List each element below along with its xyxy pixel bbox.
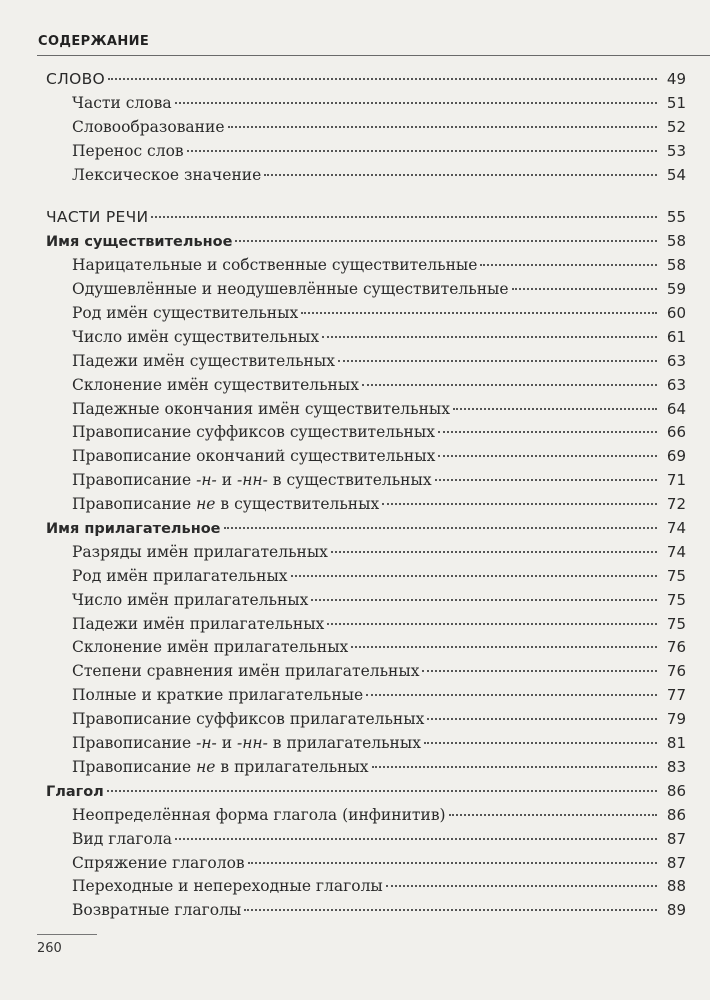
text-fragment: Правописание — [72, 471, 197, 490]
dot-leader — [512, 288, 657, 290]
toc-entry — [46, 94, 686, 118]
toc-entry — [46, 423, 686, 447]
toc-entry — [46, 471, 686, 495]
toc-entry-page: 49 — [666, 70, 686, 88]
dot-leader — [224, 527, 657, 529]
dot-leader — [108, 78, 657, 80]
toc-entry-page: 75 — [666, 566, 686, 585]
dot-leader — [322, 336, 657, 338]
toc-entry — [46, 280, 686, 304]
toc-entry-title: Правописание окончаний существительных — [72, 447, 436, 466]
toc-entry-page: 87 — [666, 853, 686, 872]
toc-entry — [46, 256, 686, 280]
toc-entry-title: Глагол — [46, 783, 104, 800]
dot-leader — [291, 575, 657, 577]
text-fragment: в существительных — [215, 495, 380, 514]
dot-leader — [248, 862, 657, 864]
toc-entry-page: 79 — [666, 710, 686, 729]
dot-leader — [449, 814, 657, 816]
toc-entry — [46, 376, 686, 400]
toc-entry-title: Падежи имён существительных — [72, 351, 335, 370]
toc-entry-page: 63 — [666, 375, 686, 394]
toc-entry-title: Род имён существительных — [72, 304, 299, 323]
toc-entry-page: 69 — [666, 447, 686, 466]
toc-entry-page: 76 — [666, 638, 686, 657]
toc-entry — [46, 901, 686, 925]
text-fragment: в прилагательных — [215, 757, 369, 776]
toc-entry — [46, 734, 686, 758]
dot-leader — [480, 264, 657, 266]
toc-entry-page: 60 — [666, 304, 686, 323]
dot-leader — [107, 790, 657, 792]
toc-entry — [46, 877, 686, 901]
toc-entry-title: Словообразование — [72, 117, 225, 136]
dot-leader — [338, 360, 657, 362]
toc-entry-title: Род имён прилагательных — [72, 566, 288, 585]
toc-entry-title: Возвратные глаголы — [72, 901, 242, 920]
dot-leader — [327, 623, 657, 625]
toc-entry-title — [72, 495, 379, 513]
toc-entry-page: 51 — [666, 93, 686, 112]
toc-entry-title: Имя прилагательное — [46, 521, 221, 538]
dot-leader — [151, 216, 657, 218]
toc-entry-title: Падежные окончания имён существительных — [72, 399, 450, 418]
dot-leader — [438, 455, 657, 457]
text-fragment: Правописание — [72, 757, 197, 776]
toc-entry-title: Переходные и непереходные глаголы — [72, 877, 383, 896]
toc-entry-page: 88 — [666, 877, 686, 896]
dot-leader — [366, 694, 657, 696]
table-of-contents — [46, 70, 686, 925]
toc-entry-title: Склонение имён существительных — [72, 375, 359, 394]
toc-entry — [46, 70, 686, 94]
toc-entry-page: 63 — [666, 351, 686, 370]
toc-entry — [46, 686, 686, 710]
toc-entry-page: 81 — [666, 734, 686, 753]
dot-leader — [264, 174, 657, 176]
text-fragment: и — [216, 734, 237, 753]
toc-entry-title: Число имён существительных — [72, 327, 320, 346]
toc-entry-page: 74 — [666, 542, 686, 561]
dot-leader — [422, 670, 657, 672]
toc-entry-title: ЧАСТИ РЕЧИ — [46, 208, 149, 227]
toc-entry-title: СЛОВО — [46, 70, 106, 88]
header-rule — [37, 55, 710, 56]
toc-entry — [46, 328, 686, 352]
dot-leader — [362, 384, 657, 386]
toc-entry-title: Нарицательные и собственные существительные — [72, 256, 478, 275]
toc-entry-title — [72, 471, 432, 489]
toc-entry — [46, 782, 686, 806]
toc-entry-page: 77 — [666, 686, 686, 705]
toc-entry-page: 55 — [666, 208, 686, 227]
toc-entry-page: 76 — [666, 662, 686, 681]
toc-entry — [46, 710, 686, 734]
toc-entry-page: 61 — [666, 327, 686, 346]
toc-entry — [46, 638, 686, 662]
toc-entry — [46, 830, 686, 854]
toc-entry-title — [72, 758, 369, 776]
toc-entry-page: 59 — [666, 280, 686, 299]
dot-leader — [372, 766, 657, 768]
dot-leader — [427, 718, 657, 720]
toc-entry-page: 86 — [666, 805, 686, 824]
toc-entry — [46, 591, 686, 615]
toc-entry-title: Имя существительное — [46, 234, 233, 251]
toc-entry-title: Правописание суффиксов существительных — [72, 423, 435, 442]
running-head: СОДЕРЖАНИЕ — [38, 34, 150, 49]
toc-entry-title: Части слова — [72, 93, 172, 112]
dot-leader — [382, 503, 657, 505]
toc-entry — [46, 208, 686, 232]
toc-entry — [46, 118, 686, 142]
toc-entry-page: 53 — [666, 141, 686, 160]
toc-entry-page: 75 — [666, 590, 686, 609]
text-fragment: Правописание — [72, 495, 197, 514]
toc-entry-title: Склонение имён прилагательных — [72, 638, 349, 657]
dot-leader — [244, 909, 657, 911]
toc-entry — [46, 854, 686, 878]
italic-fragment: -нн- — [236, 471, 268, 490]
toc-entry-page: 89 — [666, 901, 686, 920]
toc-entry-title: Лексическое значение — [72, 165, 262, 184]
dot-leader — [175, 838, 657, 840]
dot-leader — [311, 599, 657, 601]
toc-entry-title: Спряжение глаголов — [72, 853, 245, 872]
toc-entry-page: 66 — [666, 423, 686, 442]
toc-entry — [46, 400, 686, 424]
toc-entry-page: 83 — [666, 757, 686, 776]
toc-entry — [46, 495, 686, 519]
toc-entry — [46, 567, 686, 591]
toc-entry-title: Перенос слов — [72, 141, 184, 160]
text-fragment: в существительных — [267, 471, 432, 490]
toc-entry — [46, 806, 686, 830]
toc-entry — [46, 662, 686, 686]
toc-entry-title: Неопределённая форма глагола (инфинитив) — [72, 805, 446, 824]
toc-entry — [46, 166, 686, 190]
italic-fragment: -нн- — [236, 734, 268, 753]
toc-entry-page: 54 — [666, 165, 686, 184]
toc-entry-page: 64 — [666, 399, 686, 418]
dot-leader — [187, 150, 657, 152]
toc-entry — [46, 543, 686, 567]
toc-entry-title: Разряды имён прилагательных — [72, 542, 328, 561]
toc-entry — [46, 519, 686, 543]
toc-entry — [46, 352, 686, 376]
toc-entry-page: 86 — [666, 781, 686, 800]
toc-entry — [46, 232, 686, 256]
dot-leader — [386, 885, 657, 887]
toc-entry-page: 75 — [666, 614, 686, 633]
text-fragment: и — [216, 471, 237, 490]
text-fragment: Правописание — [72, 734, 197, 753]
italic-fragment: -н- — [196, 471, 217, 490]
toc-entry-title: Одушевлённые и неодушевлённые существительные — [72, 280, 509, 299]
footer-rule — [37, 934, 97, 935]
toc-entry-title: Падежи имён прилагательных — [72, 614, 325, 633]
toc-entry-title: Степени сравнения имён прилагательных — [72, 662, 420, 681]
italic-fragment: не — [196, 495, 216, 514]
toc-entry-title: Полные и краткие прилагательные — [72, 686, 364, 705]
dot-leader — [438, 431, 657, 433]
dot-leader — [424, 742, 657, 744]
toc-entry — [46, 615, 686, 639]
toc-entry — [46, 758, 686, 782]
italic-fragment: -н- — [196, 734, 217, 753]
dot-leader — [228, 126, 657, 128]
dot-leader — [453, 408, 657, 410]
dot-leader — [331, 551, 657, 553]
dot-leader — [435, 479, 657, 481]
toc-entry-page: 87 — [666, 829, 686, 848]
toc-entry-title: Вид глагола — [72, 829, 172, 848]
toc-entry — [46, 304, 686, 328]
toc-entry-page: 58 — [666, 256, 686, 275]
italic-fragment: не — [196, 757, 216, 776]
toc-entry-title — [72, 734, 421, 752]
dot-leader — [351, 646, 657, 648]
toc-entry-title: Правописание суффиксов прилагательных — [72, 710, 425, 729]
toc-entry-title: Число имён прилагательных — [72, 590, 309, 609]
dot-leader — [301, 312, 657, 314]
toc-entry-page: 74 — [666, 519, 686, 538]
toc-entry-page: 71 — [666, 471, 686, 490]
text-fragment: в прилагательных — [267, 734, 421, 753]
dot-leader — [235, 240, 657, 242]
toc-entry-page: 58 — [666, 232, 686, 251]
toc-entry-page: 72 — [666, 495, 686, 514]
toc-entry — [46, 447, 686, 471]
page-number: 260 — [37, 941, 62, 956]
toc-entry-page: 52 — [666, 117, 686, 136]
dot-leader — [175, 102, 657, 104]
toc-entry — [46, 142, 686, 166]
